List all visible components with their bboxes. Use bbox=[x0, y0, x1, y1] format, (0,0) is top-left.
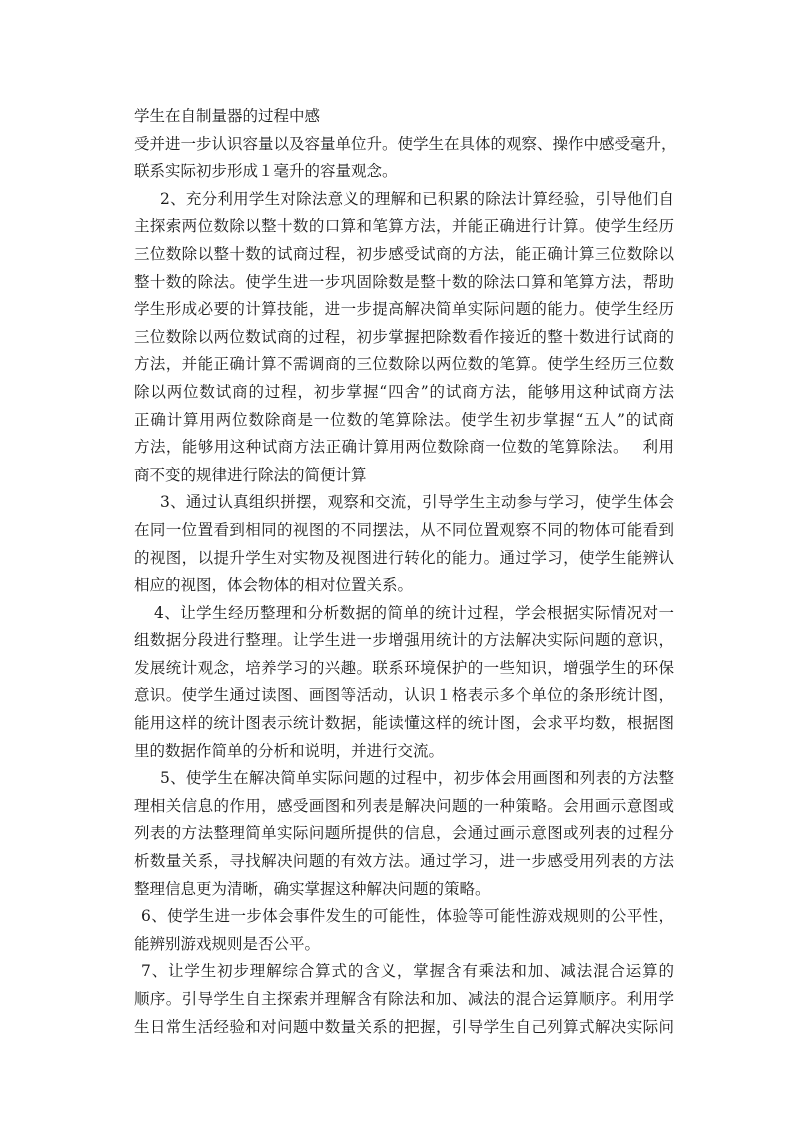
text-line: 主探索两位数除以整十数的口算和笔算方法，并能正确进行计算。使学生经历 bbox=[134, 217, 674, 236]
text-line: 除以两位数试商的过程，初步掌握“四舍”的试商方法，能够用这种试商方法 bbox=[134, 382, 674, 401]
text-line: 顺序。引导学生自主探索并理解含有除法和加、减法的混合运算顺序。利用学 bbox=[134, 990, 674, 1008]
text-line: 学生在自制量器的过程中感 bbox=[134, 107, 321, 125]
text-line: 的视图，以提升学生对实物及视图进行转化的能力。通过学习，使学生能辨认 bbox=[134, 548, 674, 567]
text-line: 商不变的规律进行除法的简便计算 bbox=[134, 465, 367, 484]
paragraph-3-line: 3、通过认真组织拼摆，观察和交流，引导学生主动参与学习，使学生体会 bbox=[160, 493, 674, 512]
text-line: 析数量关系，寻找解决问题的有效方法。通过学习，进一步感受用列表的方法 bbox=[134, 852, 674, 871]
paragraph-2-line: 2、充分利用学生对除法意义的理解和已积累的除法计算经验，引导他们自 bbox=[160, 189, 674, 208]
text-line: 正确计算用两位数除商是一位数的笔算除法。使学生初步掌握“五人”的试商 bbox=[134, 410, 674, 429]
text-line: 整十数的除法。使学生进一步巩固除数是整十数的除法口算和笔算方法，帮助 bbox=[134, 272, 674, 291]
text-line: 意识。使学生通过读图、画图等活动，认识１格表示多个单位的条形统计图， bbox=[134, 686, 674, 705]
paragraph-5-line: 5、使学生在解决简单实际问题的过程中，初步体会用画图和列表的方法整 bbox=[160, 769, 674, 788]
text-line: 三位数除以两位数试商的过程，初步掌握把除数看作接近的整十数进行试商的 bbox=[134, 327, 674, 346]
paragraph-7-line: 7、让学生初步理解综合算式的含义，掌握含有乘法和加、减法混合运算的 bbox=[141, 962, 674, 981]
text-line: 联系实际初步形成１毫升的容量观念。 bbox=[134, 162, 398, 181]
text-line: 整理信息更为清晰，确实掌握这种解决问题的策略。 bbox=[134, 879, 491, 898]
text-line: 方法，并能正确计算不需调商的三位数除以两位数的笔算。使学生经历三位数 bbox=[134, 355, 674, 374]
body-text bbox=[134, 103, 677, 1041]
text-line: 学生形成必要的计算技能，进一步提高解决简单实际问题的能力。使学生经历 bbox=[134, 300, 674, 319]
text-line: 相应的视图，体会物体的相对位置关系。 bbox=[134, 576, 414, 595]
paragraph-4-line: 4、让学生经历整理和分析数据的简单的统计过程，学会根据实际情况对一 bbox=[154, 603, 674, 622]
text-line: 生日常生活经验和对问题中数量关系的把握，引导学生自己列算式解决实际问 bbox=[134, 1017, 674, 1036]
text-line: 理相关信息的作用，感受画图和列表是解决问题的一种策略。会用画示意图或 bbox=[134, 796, 674, 815]
text-line: 列表的方法整理简单实际问题所提供的信息，会通过画示意图或列表的过程分 bbox=[134, 824, 674, 843]
text-line: 里的数据作简单的分析和说明，并进行交流。 bbox=[134, 741, 445, 760]
text-line: 方法，能够用这种试商方法正确计算用两位数除商一位数的笔算除法。 利用 bbox=[134, 438, 674, 457]
text-line: 发展统计观念，培养学习的兴趣。联系环境保护的一些知识，增强学生的环保 bbox=[134, 658, 674, 677]
text-line: 组数据分段进行整理。让学生进一步增强用统计的方法解决实际问题的意识， bbox=[134, 631, 674, 650]
paragraph-6-line: 6、使学生进一步体会事件发生的可能性，体验等可能性游戏规则的公平性， bbox=[141, 907, 674, 926]
text-line: 三位数除以整十数的试商过程，初步感受试商的方法，能正确计算三位数除以 bbox=[134, 244, 674, 263]
text-line: 能辨别游戏规则是否公平。 bbox=[134, 934, 321, 953]
text-line: 受并进一步认识容量以及容量单位升。使学生在具体的观察、操作中感受毫升， bbox=[134, 134, 677, 153]
text-line: 能用这样的统计图表示统计数据，能读懂这样的统计图，会求平均数，根据图 bbox=[134, 714, 674, 733]
text-line: 在同一位置看到相同的视图的不同摆法，从不同位置观察不同的物体可能看到 bbox=[134, 520, 674, 539]
